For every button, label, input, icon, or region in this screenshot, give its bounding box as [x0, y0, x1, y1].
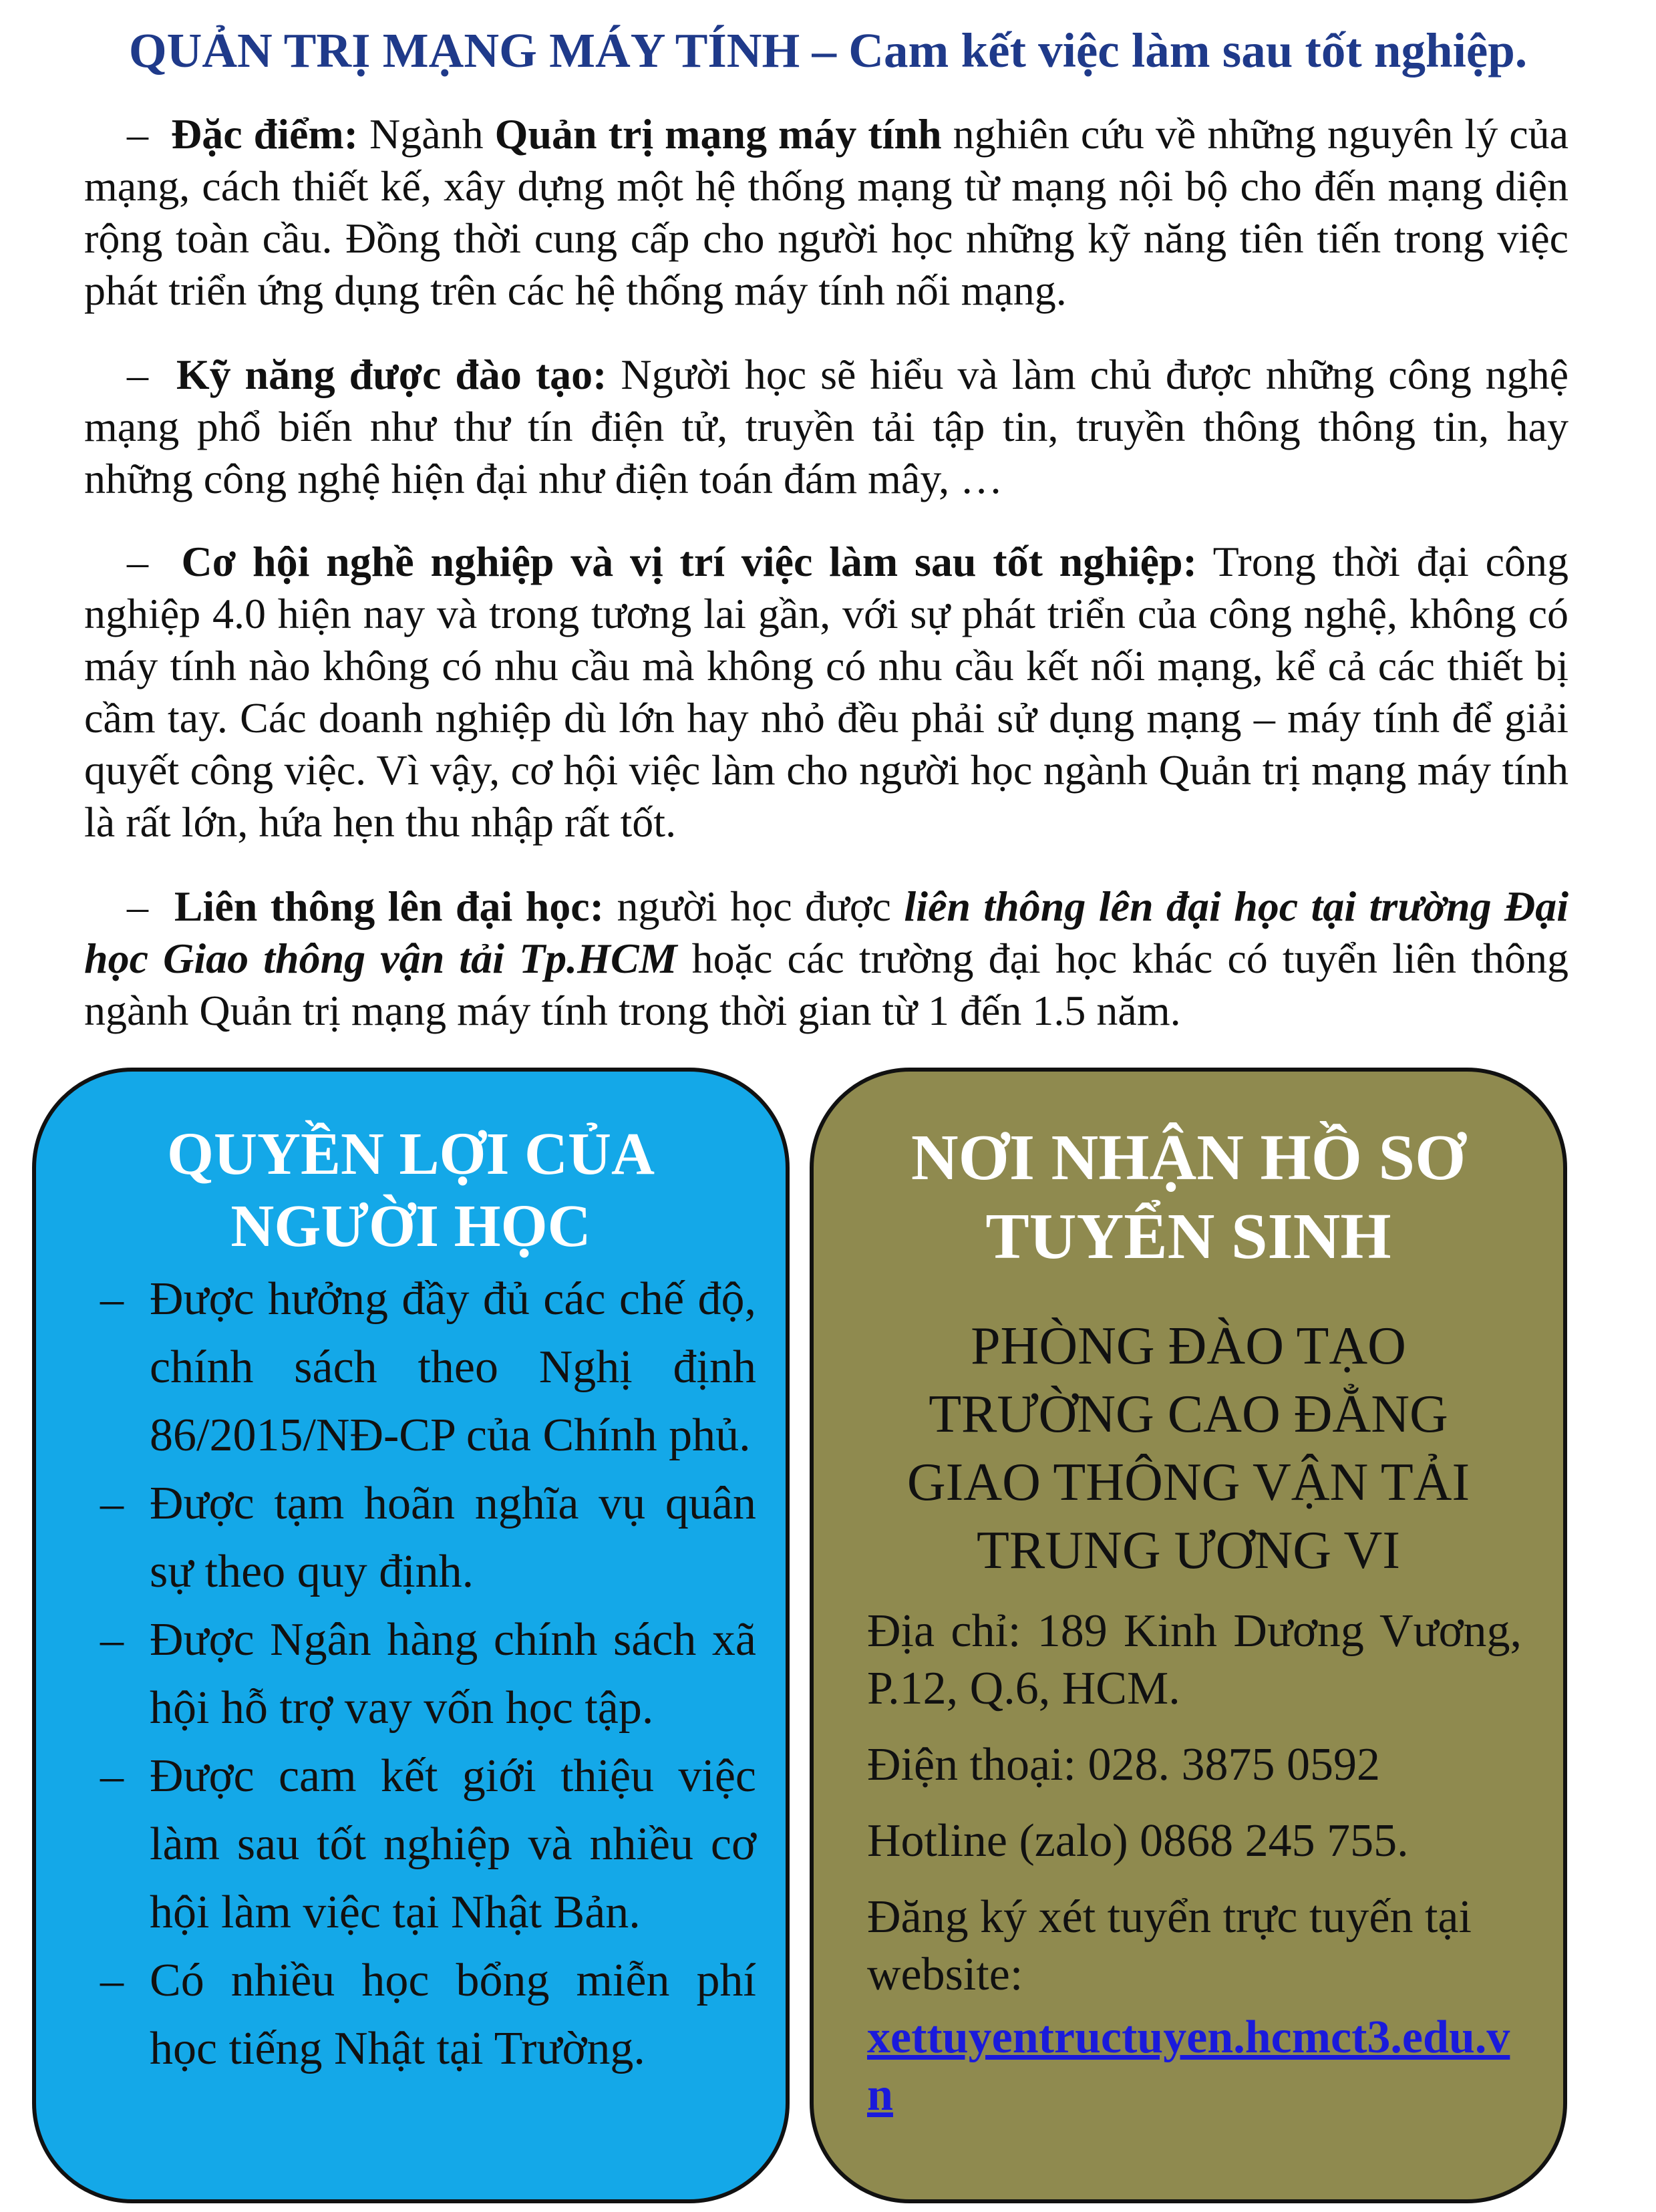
- bullet-dash: –: [127, 883, 148, 930]
- features-label: Đặc điểm:: [171, 110, 359, 158]
- hotline-text: Hotline (zalo) 0868 245 755.: [867, 1815, 1409, 1867]
- bullet-dash: –: [127, 538, 148, 585]
- bullet-dash: –: [100, 1955, 124, 2006]
- bullet-dash: –: [127, 110, 148, 158]
- careers-paragraph: [84, 536, 1568, 848]
- careers-text: Trong thời đại công nghiệp 4.0 hiện nay và trong tương lai gần, với sự phát triển của công nghệ, không có máy tính nào không có nhu cầu mà không có nhu cầu kết nối mạng, kể cả các thiết bị cầm tay. Các doanh nghiệp dù lớn hay nhỏ đều phải sử dụng mạng – máy tính để giải quyết công việc. Vì vậy, cơ hội việc làm cho người học ngành Quản trị mạng máy tính là rất lớn, hứa hẹn thu nhập rất tốt.: [84, 538, 1569, 846]
- address-text: Địa chỉ: 189 Kinh Dương Vương, P.12, Q.6, HCM.: [867, 1605, 1522, 1714]
- benefit-text: Được tạm hoãn nghĩa vụ quân sự theo quy định.: [150, 1478, 756, 1597]
- features-pre: Ngành: [369, 110, 484, 158]
- transfer-pre: người học được: [617, 883, 891, 930]
- list-item: [88, 1742, 756, 1947]
- transfer-label: Liên thông lên đại học:: [174, 883, 605, 930]
- contact-info: [867, 1603, 1522, 2124]
- features-text: nghiên cứu về những nguyên lý của mạng, cách thiết kế, xây dựng một hệ thống mạng từ mạng nội bộ cho đến mạng diện rộng toàn cầu. Đồng thời cung cấp cho người học những kỹ năng tiên tiến trong việc phát triển ứng dụng trên các hệ thống máy tính nối mạng.: [84, 110, 1568, 314]
- bullet-dash: –: [100, 1273, 124, 1325]
- benefits-title: [36, 1118, 786, 1263]
- benefit-text: Được hưởng đầy đủ các chế độ, chính sách theo Nghị định 86/2015/NĐ-CP của Chính phủ.: [150, 1273, 756, 1461]
- admissions-title-line: NƠI NHẬN HỒ SƠ: [910, 1122, 1466, 1194]
- features-paragraph: [84, 108, 1568, 317]
- benefit-text: Có nhiều học bổng miễn phí học tiếng Nhật tại Trường.: [150, 1955, 756, 2074]
- skills-label: Kỹ năng được đào tạo:: [176, 351, 607, 398]
- office-line: PHÒNG ĐÀO TẠO: [971, 1317, 1406, 1376]
- office-line: TRƯỜNG CAO ĐẲNG: [929, 1385, 1448, 1444]
- admissions-title-line: TUYỂN SINH: [985, 1201, 1391, 1273]
- benefit-text: Được Ngân hàng chính sách xã hội hỗ trợ vay vốn học tập.: [150, 1614, 756, 1734]
- bullet-dash: –: [100, 1614, 124, 1666]
- office-name: [814, 1312, 1563, 1585]
- transfer-university: liên thông lên đại học tại trường Đại học Giao thông vận tải Tp.HCM: [84, 883, 1569, 982]
- benefit-text: Được cam kết giới thiệu việc làm sau tốt nghiệp và nhiều cơ hội làm việc tại Nhật Bản.: [150, 1750, 756, 1938]
- transfer-text: hoặc các trường đại học khác có tuyển liên thông ngành Quản trị mạng máy tính trong thời gian từ 1 đến 1.5 năm.: [84, 935, 1569, 1034]
- bullet-dash: –: [100, 1478, 124, 1529]
- benefits-title-line: QUYỀN LỢI CỦA: [166, 1121, 655, 1187]
- office-line: GIAO THÔNG VẬN TẢI: [906, 1453, 1470, 1512]
- benefits-list: [88, 1265, 756, 2083]
- list-item: [88, 1947, 756, 2083]
- careers-label: Cơ hội nghề nghiệp và vị trí việc làm sau tốt nghiệp:: [181, 538, 1197, 585]
- skills-paragraph: [84, 349, 1568, 505]
- register-text: Đăng ký xét tuyển trực tuyến tại website:: [867, 1891, 1472, 2000]
- office-line: TRUNG ƯƠNG VI: [977, 1521, 1400, 1580]
- admissions-title: [814, 1118, 1563, 1276]
- phone-text: Điện thoại: 028. 3875 0592: [867, 1739, 1380, 1790]
- transfer-paragraph: [84, 881, 1568, 1037]
- page-title: QUẢN TRỊ MẠNG MÁY TÍNH – Cam kết việc làm sau tốt nghiệp.: [128, 23, 1528, 77]
- benefits-box: [32, 1068, 790, 2203]
- website-link[interactable]: xettuyentructuyen.hcmct3.edu.vn: [867, 2012, 1510, 2120]
- bullet-dash: –: [100, 1750, 124, 1802]
- list-item: [88, 1606, 756, 1742]
- benefits-title-line: NGƯỜI HỌC: [230, 1193, 591, 1259]
- features-term: Quản trị mạng máy tính: [494, 110, 942, 158]
- skills-text: Người học sẽ hiểu và làm chủ được những công nghệ mạng phổ biến như thư tín điện tử, truyền tải tập tin, truyền thông thông tin, hay những công nghệ hiện đại như điện toán đám mây, …: [84, 351, 1569, 502]
- admissions-box: [810, 1068, 1567, 2203]
- bullet-dash: –: [127, 351, 148, 398]
- list-item: [88, 1470, 756, 1606]
- list-item: [88, 1265, 756, 1470]
